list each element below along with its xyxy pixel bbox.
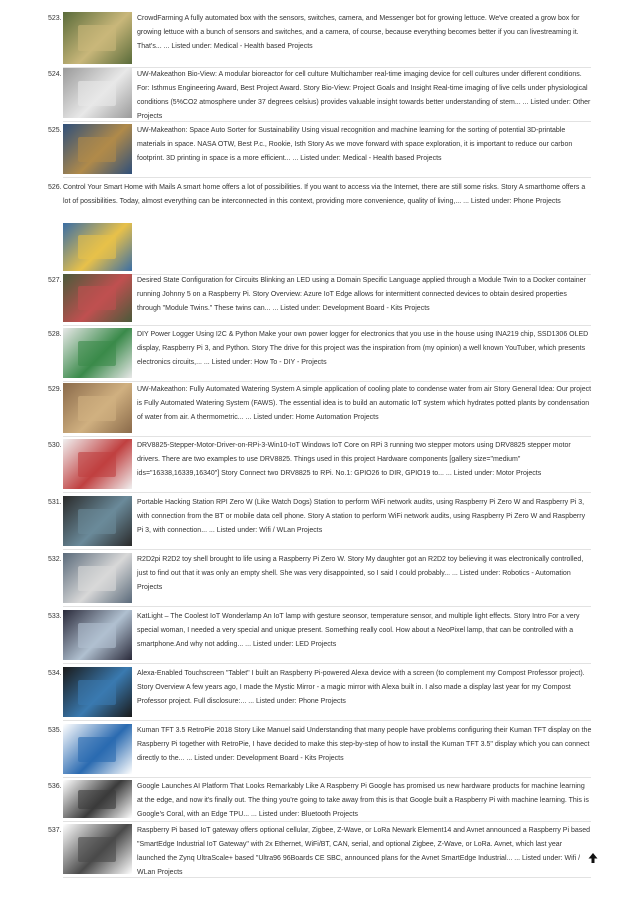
entry-description[interactable]: Control Your Smart Home with Mails A smart home offers a lot of possibilities. If you want to access via the Internet, there are still some risks. Story A smarthome offers a lot of possibilities. Today, almost everything can be interconnected in this context, providing more convenience, quality of living,... ... Listed under: Phone Projects	[63, 184, 586, 205]
entry-description[interactable]: Raspberry Pi based IoT gateway offers optional cellular, Zigbee, Z-Wave, or LoRa Newark Element14 and Avnet announced a Raspberry Pi based "SmartEdge Industrial IoT Gateway" with 2x Ethernet, WiFi/BT, CAN, serial, and optional Zigbee, Z-Wave, or LoRa. Avnet, which last year launched the Zynq UltraScale+ based "Ultra96 96Boards CE SBC, announced plans for the Avnet SmartEdge Industrial... ... Listed under: Wifi / WLan Projects	[137, 827, 591, 876]
lettuce-box-photo[interactable]	[63, 12, 132, 64]
thumbnail-detail	[78, 396, 116, 421]
thumbnail-detail	[78, 680, 116, 705]
entry-description[interactable]: Desired State Configuration for Circuits Blinking an LED using a Domain Specific Language applied through a Module Twin to a Docker container running Johnny 5 on a Raspberry Pi. Story Overview: Azure IoT Edge allows for intermittent connected devices to obtain desired properties through "Module Twins." These twins can... ... Listed under: Development Board - Kits Projects	[137, 277, 586, 312]
entry-number: 526.	[48, 184, 62, 191]
divider	[63, 877, 591, 878]
arrow-up-icon	[589, 853, 598, 863]
smart-home-photo[interactable]	[63, 223, 132, 271]
thumbnail-detail	[78, 235, 116, 259]
entry-number: 524.	[48, 71, 62, 78]
divider	[63, 777, 591, 778]
entry-number: 525.	[48, 127, 62, 134]
divider	[63, 663, 591, 664]
entry-number: 529.	[48, 386, 62, 393]
thumbnail-detail	[78, 341, 116, 366]
thumbnail-detail	[78, 25, 116, 51]
entry-number: 530.	[48, 442, 62, 449]
thumbnail-detail	[78, 452, 116, 477]
lamp-photo[interactable]	[63, 610, 132, 660]
coral-board-photo[interactable]	[63, 780, 132, 818]
entry-number: 523.	[48, 15, 62, 22]
entry-number: 535.	[48, 727, 62, 734]
thumbnail-detail	[78, 509, 116, 534]
entry-description[interactable]: CrowdFarming A fully automated box with the sensors, switches, camera, and Messenger bot for growing lettuce. We've created a grow box for growing lettuce with a bunch of sensors and switches, and a camera, of course, because everything becomes better if you can livestreaming it. That's... ... Listed under: Medical - Health based Projects	[137, 15, 580, 50]
thumbnail-detail	[78, 623, 116, 648]
entry-description[interactable]: Kuman TFT 3.5 RetroPie 2018 Story Like Manuel said Understanding that many people have problems configuring their Kuman TFT display on the Raspberry Pi together with RetroPie, I have decided to make this step-by-step of how to install the Kuman TFT 3.5" display which you can connect directly to the... ... Listed under: Development Board - Kits Projects	[137, 727, 592, 762]
divider	[63, 325, 591, 326]
entry-description[interactable]: Alexa-Enabled Touchscreen "Tablet" I built an Raspberry Pi-powered Alexa device with a screen (to complement my Compost Professor project). Story Overview A few years ago, I made the Mystic Mirror - a magic mirror with Alexa built in. I also made a display last year for my Compost Professor project. Full disclosure:... ... Listed under: Phone Projects	[137, 670, 585, 705]
entry-number: 534.	[48, 670, 62, 677]
power-logger-photo[interactable]	[63, 328, 132, 378]
r2d2-photo[interactable]	[63, 553, 132, 603]
circuit-board-photo[interactable]	[63, 274, 132, 322]
divider	[63, 436, 591, 437]
divider	[63, 606, 591, 607]
touchscreen-photo[interactable]	[63, 667, 132, 717]
entry-description[interactable]: R2D2pi R2D2 toy shell brought to life using a Raspberry Pi Zero W. Story My daughter got an R2D2 toy believing it was electronically controlled, just to find out that it was only an empty shell. She was very disappointed, so I said I could probably... ... Listed under: Robotics - Automation Projects	[137, 556, 584, 591]
entry-description[interactable]: UW-Makeathon Bio-View: A modular bioreactor for cell culture Multichamber real-time imaging device for cell cultures under different conditions. For: Isthmus Engineering Award, Best Project Award. Story Bio-View: Project Goals and Insight Real-time imaging of live cells under physiological conditions (5%CO2 atmosphere under 37 degrees celsius) provides valuable insight towards better understanding of stem... ... Listed under: Other Projects	[137, 71, 591, 120]
entry-description[interactable]: DIY Power Logger Using I2C & Python Make your own power logger for electronics that you use in the house using INA219 chip, SSD1306 OLED display, Raspberry Pi 3, and Python. Story The drive for this project was the inspiration from (my opinion) a well known YouTuber, which presents electronics circuits,... ... Listed under: How To - DIY - Projects	[137, 331, 589, 366]
thumbnail-detail	[78, 790, 116, 809]
entry-description[interactable]: UW-Makeathon: Fully Automated Watering System A simple application of cooling plate to condense water from air Story General Idea: Our project is Fully Automated Watering System (FAWS). The essential idea is to build an automatic IoT system which hydrates potted plants by condensation of water from air. A thermometric... ... Listed under: Home Automation Projects	[137, 386, 592, 421]
stepper-wiring-photo[interactable]	[63, 439, 132, 489]
watering-system-photo[interactable]	[63, 383, 132, 433]
thumbnail-detail	[78, 137, 116, 162]
entry-number: 533.	[48, 613, 62, 620]
thumbnail-detail	[78, 566, 116, 591]
space-sorter-photo[interactable]	[63, 124, 132, 174]
thumbnail-detail	[78, 286, 116, 310]
bioreactor-photo[interactable]	[63, 68, 132, 118]
entry-description[interactable]: DRV8825-Stepper-Motor-Driver-on-RPi-3-Win10-IoT Windows IoT Core on RPi 3 running two stepper motors using DRV8825 stepper motor drivers. There are two examples to use DRV8825. Things used in this project Hardware components [gallery size="medium" ids="16338,16339,16340"] Story Connect two DRV8825 to RPi. No.1: GPIO26 to DIR, GPIO19 to... ... Listed under: Motor Projects	[137, 442, 571, 477]
divider	[63, 492, 591, 493]
thumbnail-detail	[78, 737, 116, 762]
iot-gateway-photo[interactable]	[63, 824, 132, 874]
divider	[63, 121, 591, 122]
divider	[63, 821, 591, 822]
divider	[63, 177, 591, 178]
entry-number: 527.	[48, 277, 62, 284]
divider	[63, 720, 591, 721]
tft-display-photo[interactable]	[63, 724, 132, 774]
hacking-station-photo[interactable]	[63, 496, 132, 546]
thumbnail-detail	[78, 837, 116, 862]
entry-number: 537.	[48, 827, 62, 834]
entry-number: 536.	[48, 783, 62, 790]
divider	[63, 549, 591, 550]
entry-description[interactable]: KatLight – The Coolest IoT Wonderlamp An IoT lamp with gesture seonsor, temperature sensor, and multiple light effects. Story Intro For a very special woman, I needed a very special and unique present. Something really cool. How about a NeoPixel lamp, that can be controlled with a smartphone.And why not adding... ... Listed under: LED Projects	[137, 613, 580, 648]
divider	[63, 381, 591, 382]
entry-description[interactable]: UW-Makeathon: Space Auto Sorter for Sustainability Using visual recognition and machine learning for the sorting of potential 3D-printable materials in space. NASA OTW, Best P.c., Rookie, Isth Story As we move forward with space exploration, it is important to reduce our carbon footprint. 3D printing in space is a more efficient... ... Listed under: Medical - Health based Projects	[137, 127, 573, 162]
entry-number: 532.	[48, 556, 62, 563]
entry-description[interactable]: Portable Hacking Station RPI Zero W (Like Watch Dogs) Station to perform WiFi network audits, using Raspberry Pi Zero W and Raspberry Pi 3, with connection from the BT or mobile data cell phone. Story A station to perform WiFi network audits, using Raspberry Pi Zero W and Raspberry Pi 3, with connection... ... Listed under: Wifi / WLan Projects	[137, 499, 586, 534]
entry-number: 531.	[48, 499, 62, 506]
entry-description[interactable]: Google Launches AI Platform That Looks Remarkably Like A Raspberry Pi Google has promised us new hardware products for machine learning at the edge, and now it's finally out. The thing you're going to take away from this is that Google built a Raspberry Pi with machine learning. This is Google's Coral, with an Edge TPU... ... Listed under: Bluetooth Projects	[137, 783, 589, 818]
entry-number: 528.	[48, 331, 62, 338]
thumbnail-detail	[78, 81, 116, 106]
scroll-to-top-button[interactable]	[588, 852, 598, 864]
